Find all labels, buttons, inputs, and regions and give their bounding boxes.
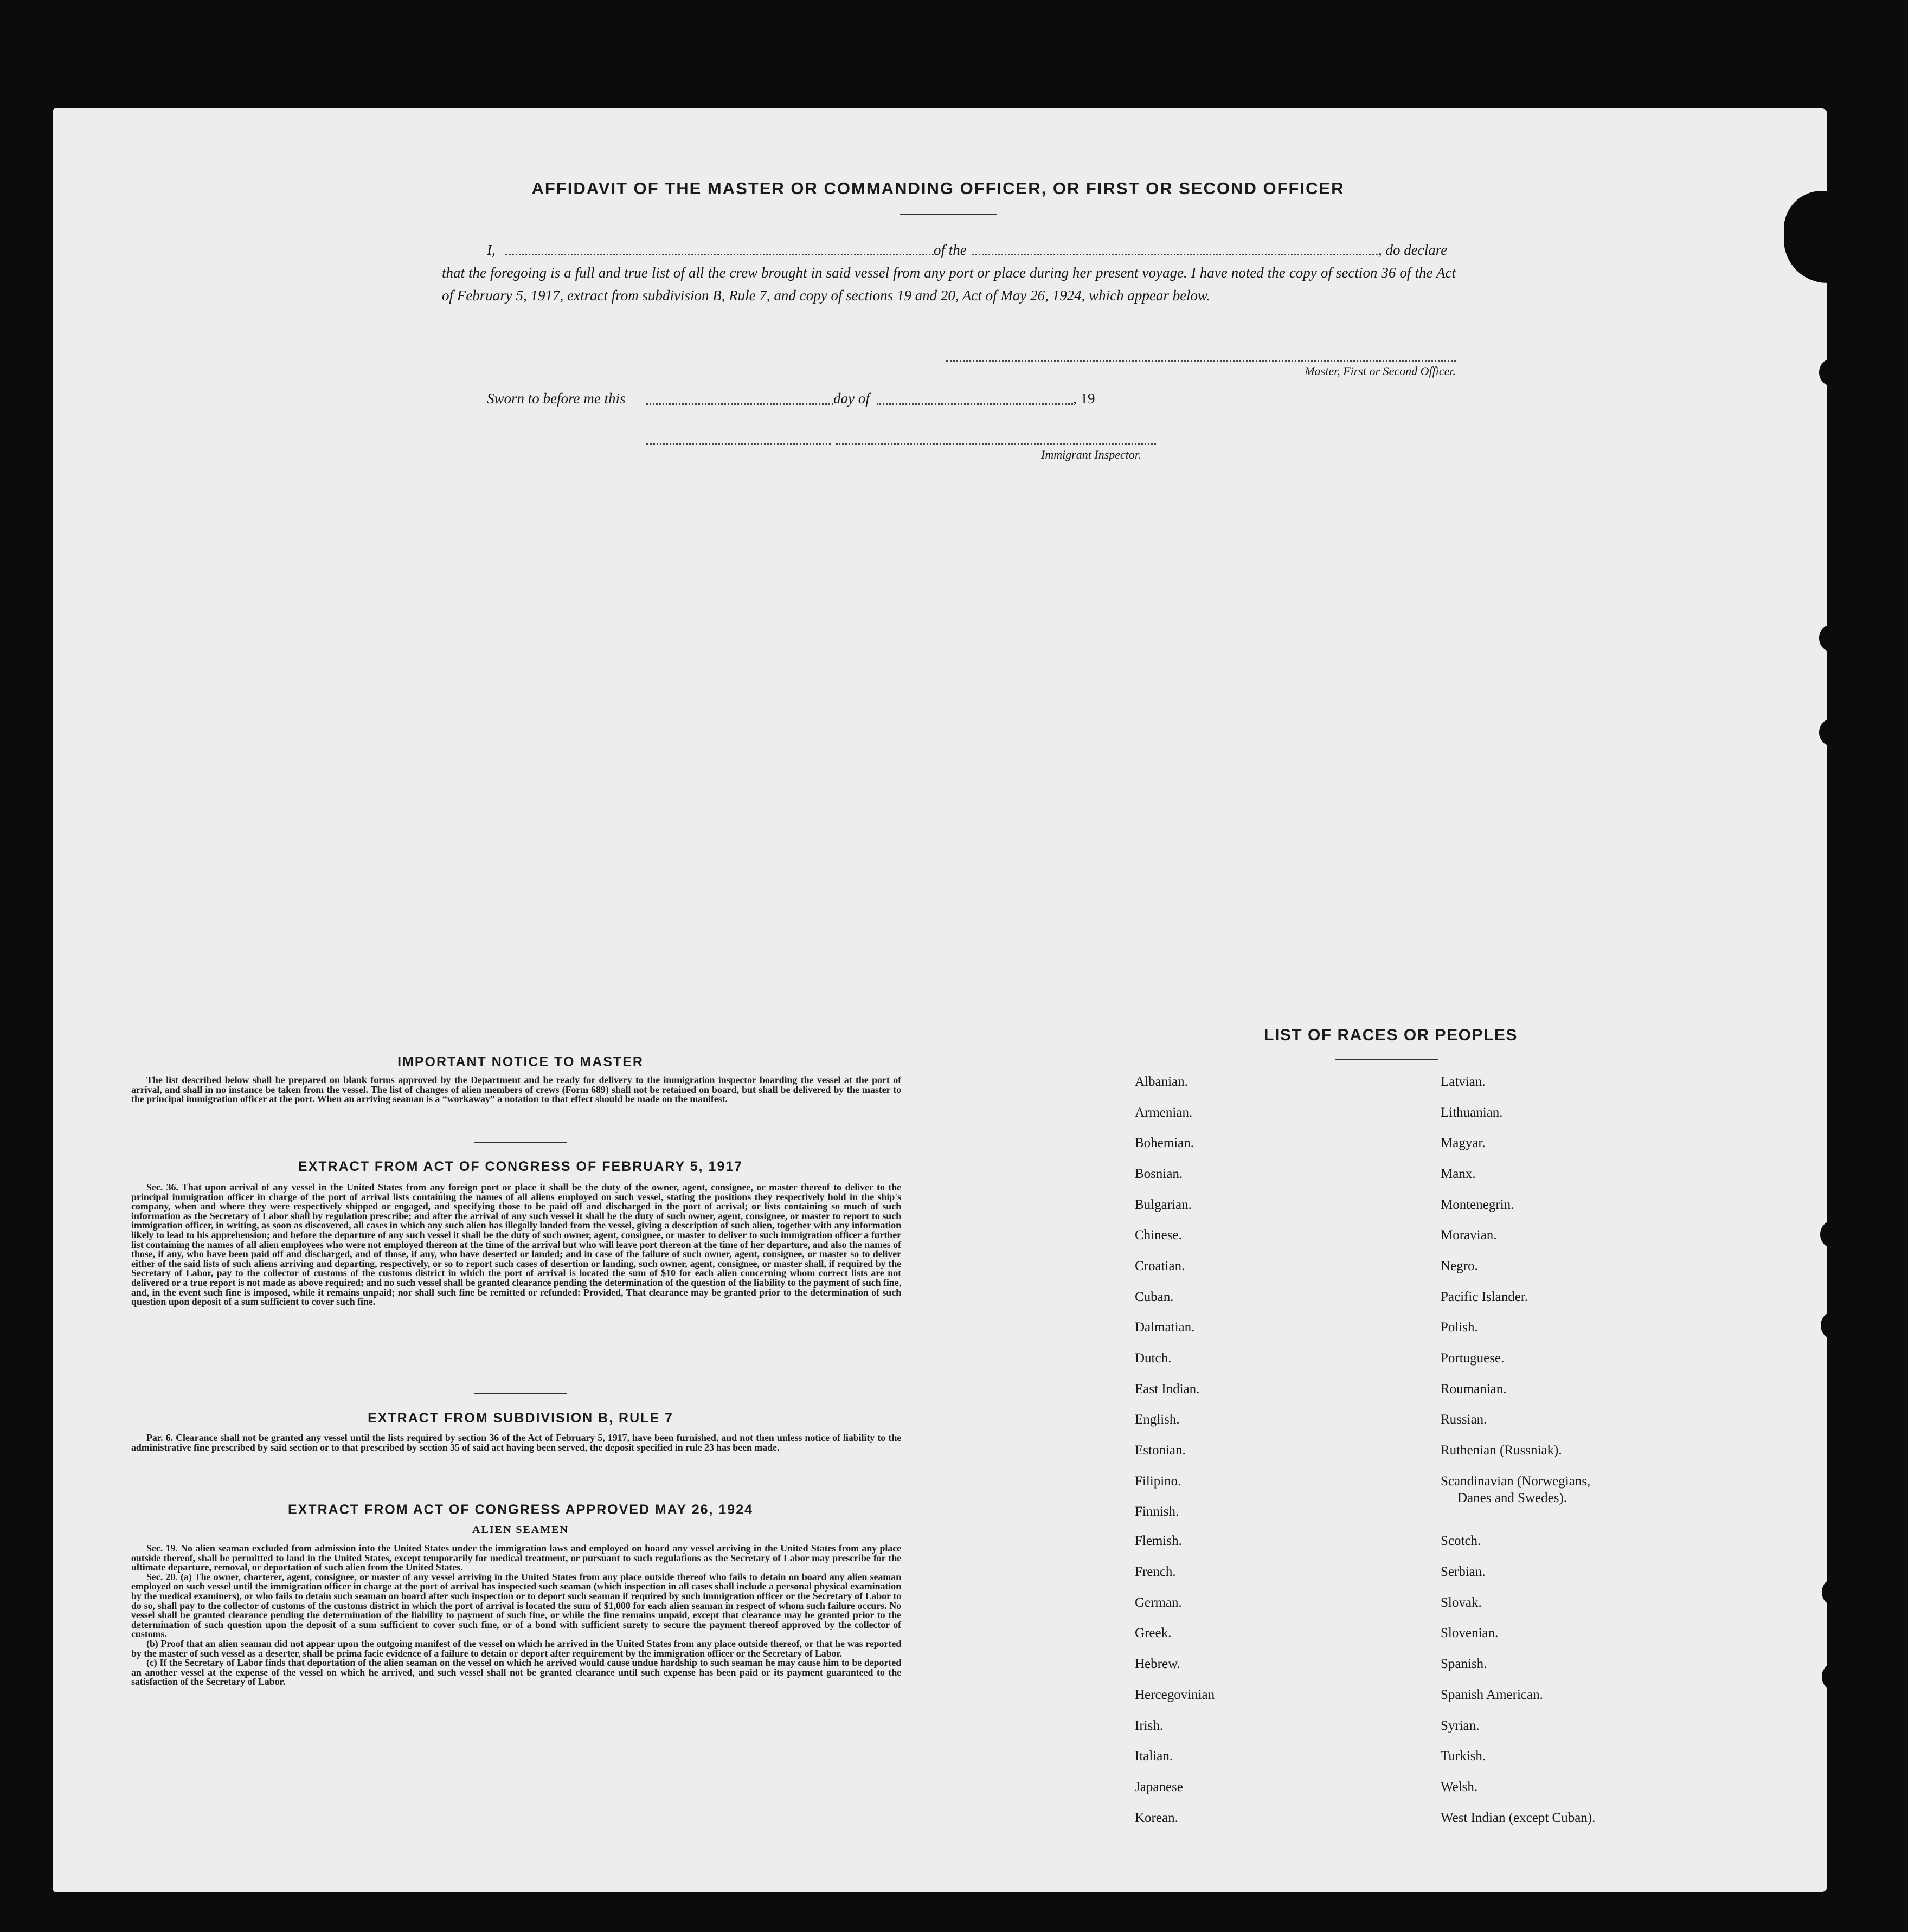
master-signature-blank[interactable]: [946, 360, 1456, 362]
extract-1917-section: [131, 1183, 901, 1307]
race-item: Negro.: [1441, 1259, 1478, 1273]
race-item: Portuguese.: [1441, 1351, 1505, 1366]
race-item: Russian.: [1441, 1412, 1487, 1427]
race-item: Hebrew.: [1135, 1657, 1180, 1671]
sworn-month-blank[interactable]: [877, 403, 1073, 405]
race-item: Dalmatian.: [1135, 1320, 1195, 1335]
binder-hole: [1819, 359, 1844, 386]
race-item: Scandinavian (Norwegians,: [1441, 1474, 1591, 1489]
binder-hole: [1822, 1579, 1847, 1606]
binder-hole: [1819, 719, 1844, 746]
races-title: LIST OF RACES OR PEOPLES: [1264, 1026, 1518, 1044]
section-divider: [474, 1142, 567, 1143]
race-item: Filipino.: [1135, 1474, 1181, 1489]
extract-1924-subtitle: ALIEN SEAMEN: [472, 1524, 569, 1536]
race-item: Welsh.: [1441, 1780, 1478, 1794]
notice-body: The list described below shall be prepared on blank forms approved by the Department and be ready for delivery to the immigration inspector boarding the vessel at the port of arrival, and shall in no instance be taken from the vessel. The list of changes of alien members of crews (Form 689) shall not be retained on board, but shall be delivered by the master to the principal immigration officer at the port. When an arriving seaman is a “workaway” a notation to that effect should be made on the manifest.: [131, 1074, 901, 1105]
race-item: Scotch.: [1441, 1534, 1481, 1548]
black-tab-mark: [1784, 191, 1865, 283]
race-item: German.: [1135, 1595, 1182, 1610]
sworn-day: day of: [833, 390, 870, 407]
binder-hole: [1821, 1312, 1846, 1339]
inspector-signature-blank-left[interactable]: [646, 443, 831, 445]
race-item: Bulgarian.: [1135, 1197, 1192, 1212]
binder-hole: [1819, 624, 1844, 652]
name-blank[interactable]: [505, 254, 934, 255]
master-caption: Master, First or Second Officer.: [1305, 364, 1456, 378]
race-item: Armenian.: [1135, 1105, 1193, 1120]
inspector-signature-blank-right[interactable]: [836, 443, 1156, 445]
sworn-day-blank[interactable]: [646, 403, 833, 405]
race-item: Moravian.: [1441, 1228, 1497, 1242]
race-item: Pacific Islander.: [1441, 1290, 1528, 1304]
race-item: Cuban.: [1135, 1290, 1174, 1304]
inspector-caption: Immigrant Inspector.: [1041, 448, 1141, 461]
affidavit-body: that the foregoing is a full and true list of all the crew brought in said vessel from any port or place during her present voyage. I have noted the copy of section 36 of the Act of February 5, 1917, extract from subdivision B, Rule 7, and copy of sections 19 and 20, Act of May 26, 1924, which appear below.: [442, 265, 1456, 304]
race-item: Lithuanian.: [1441, 1105, 1503, 1120]
race-item: Serbian.: [1441, 1564, 1486, 1579]
race-item: Albanian.: [1135, 1074, 1188, 1089]
extract-rule7-section: [131, 1433, 901, 1452]
extract-1924-title: EXTRACT FROM ACT OF CONGRESS APPROVED MAY 26, 1924: [287, 1502, 754, 1517]
race-item: Irish.: [1135, 1718, 1164, 1733]
race-item: Japanese: [1135, 1780, 1183, 1794]
race-item: Polish.: [1441, 1320, 1478, 1335]
race-item: Estonian.: [1135, 1443, 1186, 1458]
race-item: Latvian.: [1441, 1074, 1486, 1089]
sworn-prefix: Sworn to before me this: [487, 390, 626, 407]
race-item: Flemish.: [1135, 1534, 1182, 1548]
section-divider: [474, 1393, 567, 1394]
race-item: Spanish American.: [1441, 1688, 1543, 1702]
race-item: Finnish.: [1135, 1504, 1179, 1519]
extract-1924-section: [131, 1544, 901, 1687]
extract-1917-body: Sec. 36. That upon arrival of any vessel in the United States from any foreign port or place it shall be the duty of the owner, agent, consignee, or master thereof to deliver to the principal immigration officer in charge of the port of arrival lists containing the names of all aliens employed on such vessel, stating the positions they respectively hold in the ship's company, when and where they were respectively shipped or engaged, and specifying those to be paid off and discharged in the port of arrival; or lists containing so much of such information as the Secretary of Labor shall by regulation prescribe; and after the arrival of any such vessel it shall be the duty of such owner, agent, consignee, or master to report to such immigration officer, in writing, as soon as discovered, all cases in which any such alien has illegally landed from the vessel, giving a description of such alien, together with any information likely to lead to his apprehension; and before the departure of any such vessel it shall be the duty of such owner, agent, consignee, or master to deliver to such immigration officer a further list containing the names of all alien employees who were not employed thereon at the time of the arrival but who will leave port thereon at the time of her departure, and also the names of those, if any, who have been paid off and discharged, and of those, if any, who have deserted or landed; and in case of the failure of such owner, agent, consignee, or master so to deliver either of the said lists of such aliens arriving and departing, respectively, or so to report such cases of desertion or landing, such owner, agent, consignee, or master shall, if required by the Secretary of Labor, pay to the collector of customs of the customs district in which the port of arrival is located the sum of $10 for each alien concerning whom correct lists are not delivered or a true report is not made as above required; and no such vessel shall be granted clearance pending the determination of the question of the liability to the payment of such fine, and, in the event such fine is imposed, while it remains unpaid; nor shall such fine be remitted or refunded: Provided, That clearance may be granted prior to the determination of such question upon deposit of a sum sufficient to cover such fine.: [131, 1182, 901, 1308]
race-item: Dutch.: [1135, 1351, 1172, 1366]
race-item: Magyar.: [1441, 1136, 1486, 1150]
race-item: Manx.: [1441, 1167, 1476, 1181]
notice-section: [131, 1076, 901, 1104]
affidavit-line-start: I,: [487, 242, 496, 258]
race-item: Greek.: [1135, 1626, 1172, 1640]
race-item: Croatian.: [1135, 1259, 1185, 1273]
race-item: Slovak.: [1441, 1595, 1482, 1610]
race-item: Montenegrin.: [1441, 1197, 1514, 1212]
race-item: Danes and Swedes).: [1457, 1491, 1567, 1505]
race-item: Roumanian.: [1441, 1382, 1507, 1396]
binder-hole: [1820, 1221, 1845, 1248]
race-item: English.: [1135, 1412, 1180, 1427]
race-item: Ruthenian (Russniak).: [1441, 1443, 1562, 1458]
race-item: French.: [1135, 1564, 1176, 1579]
sec19-paragraph: Sec. 19. No alien seaman excluded from admission into the United States under the immigration laws and employed on board any vessel arriving in the United States from any place outside thereof, shall be permitted to land in the United States, except temporarily for medical treatment, or pursuant to such regulations as the Secretary of Labor may prescribe for the ultimate departure, removal, or deportation of such alien from the United States.: [131, 1543, 901, 1573]
binder-hole: [1822, 1663, 1847, 1690]
notice-title: IMPORTANT NOTICE TO MASTER: [397, 1054, 644, 1070]
race-item: Syrian.: [1441, 1718, 1480, 1733]
race-item: Chinese.: [1135, 1228, 1182, 1242]
sec20a-paragraph: Sec. 20. (a) The owner, charterer, agent, consignee, or master of any vessel arriving in the United States from any place outside thereof who fails to detain on board any alien seaman employed on such vessel until the immigration officer in charge at the port of arrival has inspected such seaman (which inspection in all cases shall include a personal physical examination by the medical examiners), or who fails to detain such seaman on board after such inspection or to deport such seaman if required by such immigration officer or the Secretary of Labor to do so, shall pay to the collector of customs of the customs district in which the port of arrival is located the sum of $1,000 for each alien seaman in respect of whom such failure occurs. No vessel shall be granted clearance pending the determination of the liability to payment of such fine, or while the fine remains unpaid, except that clearance may be granted prior to the determination of such question upon the deposit of a sum sufficient to cover such fine, or of a bond with sufficient surety to secure the payment thereof approved by the collector of customs.: [131, 1571, 901, 1640]
races-divider: [1335, 1059, 1438, 1060]
sec20b-paragraph: (b) Proof that an alien seaman did not appear upon the outgoing manifest of the vessel on which he arrived in the United States from any place outside thereof, or that he was reported by the master of such vessel as a deserter, shall be prima facie evidence of a failure to detain or deport after requirement by the immigration officer or the Secretary of Labor.: [131, 1638, 901, 1659]
race-item: Slovenian.: [1441, 1626, 1499, 1640]
extract-1917-title: EXTRACT FROM ACT OF CONGRESS OF FEBRUARY 5, 1917: [298, 1159, 743, 1174]
race-item: Bosnian.: [1135, 1167, 1183, 1181]
affidavit-title: AFFIDAVIT OF THE MASTER OR COMMANDING OFFICER, OR FIRST OR SECOND OFFICER: [531, 179, 1345, 198]
vessel-blank[interactable]: [972, 254, 1378, 255]
race-item: West Indian (except Cuban).: [1441, 1811, 1596, 1825]
race-item: Hercegovinian: [1135, 1688, 1215, 1702]
race-item: East Indian.: [1135, 1382, 1200, 1396]
title-divider: [900, 214, 997, 215]
extract-rule7-body: Par. 6. Clearance shall not be granted any vessel until the lists required by section 36 of the Act of February 5, 1917, have been furnished, and not then unless notice of liability to the administrative fine prescribed by said section or to that prescribed by section 35 of said act having been served, the deposit specified in rule 23 has been made.: [131, 1432, 901, 1453]
sec20c-paragraph: (c) If the Secretary of Labor finds that deportation of the alien seaman on the vessel on which he arrived would cause undue hardship to such seaman he may cause him to be deported an another vessel at the expense of the vessel on which he arrived, and such vessel shall not be granted clearance until such expense has been paid or its payment guaranteed to the satisfaction of the Secretary of Labor.: [131, 1657, 901, 1688]
sworn-year: , 19: [1073, 390, 1095, 407]
affidavit-line-of-the: of the: [934, 242, 967, 258]
affidavit-line-declare: , do declare: [1378, 242, 1448, 258]
extract-rule7-title: EXTRACT FROM SUBDIVISION B, RULE 7: [368, 1411, 673, 1426]
race-item: Spanish.: [1441, 1657, 1487, 1671]
race-item: Bohemian.: [1135, 1136, 1194, 1150]
race-item: Italian.: [1135, 1749, 1173, 1763]
race-item: Korean.: [1135, 1811, 1178, 1825]
race-item: Turkish.: [1441, 1749, 1486, 1763]
